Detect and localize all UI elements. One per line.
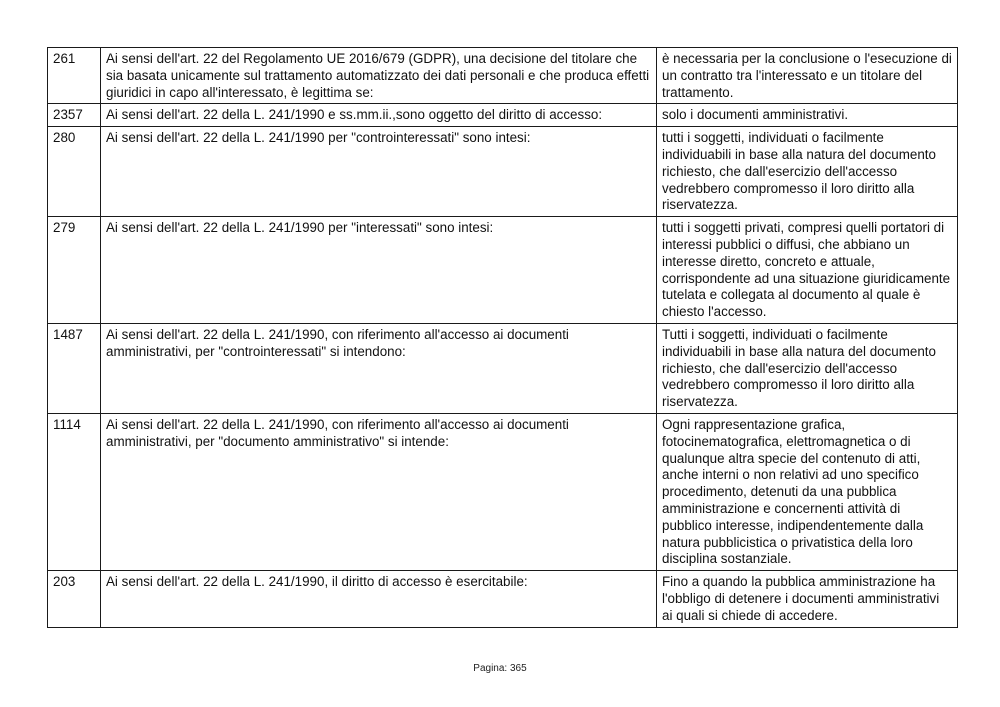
answer-text: solo i documenti amministrativi. — [657, 104, 958, 127]
answer-text: Ogni rappresentazione grafica, fotocinematografica, elettromagnetica o di qualunque altra specie del contenuto di atti, anche interni o non relativi ad uno specifico procedimento, detenuti da una pubblica amministrazione e concernenti attività di pubblico interesse, indipendentemente dalla natura pubblicistica o privatistica della loro disciplina sostanziale. — [657, 413, 958, 570]
question-id: 280 — [48, 127, 101, 217]
answer-text: è necessaria per la conclusione o l'esecuzione di un contratto tra l'interessato e un titolare del trattamento. — [657, 48, 958, 104]
question-id: 203 — [48, 571, 101, 627]
question-text: Ai sensi dell'art. 22 del Regolamento UE 2016/679 (GDPR), una decisione del titolare che sia basata unicamente sul trattamento automatizzato dei dati personali e che produca effetti giuridici in capo all'interessato, è legittima se: — [101, 48, 657, 104]
answer-text: Fino a quando la pubblica amministrazione ha l'obbligo di detenere i documenti amministrativi ai quali si chiede di accedere. — [657, 571, 958, 627]
question-id: 2357 — [48, 104, 101, 127]
question-id: 1114 — [48, 413, 101, 570]
question-id: 279 — [48, 217, 101, 324]
table-row — [48, 413, 958, 570]
table-row — [48, 48, 958, 104]
question-text: Ai sensi dell'art. 22 della L. 241/1990, il diritto di accesso è esercitabile: — [101, 571, 657, 627]
question-text: Ai sensi dell'art. 22 della L. 241/1990 e ss.mm.ii.,sono oggetto del diritto di accesso: — [101, 104, 657, 127]
question-id: 261 — [48, 48, 101, 104]
question-text: Ai sensi dell'art. 22 della L. 241/1990 per "interessati" sono intesi: — [101, 217, 657, 324]
table-row — [48, 217, 958, 324]
question-text: Ai sensi dell'art. 22 della L. 241/1990 per "controinteressati" sono intesi: — [101, 127, 657, 217]
qa-table — [47, 47, 958, 628]
table-row — [48, 104, 958, 127]
answer-text: tutti i soggetti, individuati o facilmente individuabili in base alla natura del documento richiesto, che dall'esercizio dell'accesso vedrebbero compromesso il loro diritto alla riservatezza. — [657, 127, 958, 217]
question-id: 1487 — [48, 323, 101, 413]
table-row — [48, 127, 958, 217]
answer-text: Tutti i soggetti, individuati o facilmente individuabili in base alla natura del documento richiesto, che dall'esercizio dell'accesso vedrebbero compromesso il loro diritto alla riservatezza. — [657, 323, 958, 413]
table-row — [48, 571, 958, 627]
page-number: Pagina: 365 — [473, 663, 527, 674]
answer-text: tutti i soggetti privati, compresi quelli portatori di interessi pubblici o diffusi, che abbiano un interesse diretto, concreto e attuale, corrispondente ad una situazione giuridicamente tutelata e collegata al documento al quale è chiesto l'accesso. — [657, 217, 958, 324]
question-text: Ai sensi dell'art. 22 della L. 241/1990, con riferimento all'accesso ai documenti amministrativi, per "controinteressati" si intendono: — [101, 323, 657, 413]
table-row — [48, 323, 958, 413]
question-text: Ai sensi dell'art. 22 della L. 241/1990, con riferimento all'accesso ai documenti amministrativi, per "documento amministrativo" si intende: — [101, 413, 657, 570]
